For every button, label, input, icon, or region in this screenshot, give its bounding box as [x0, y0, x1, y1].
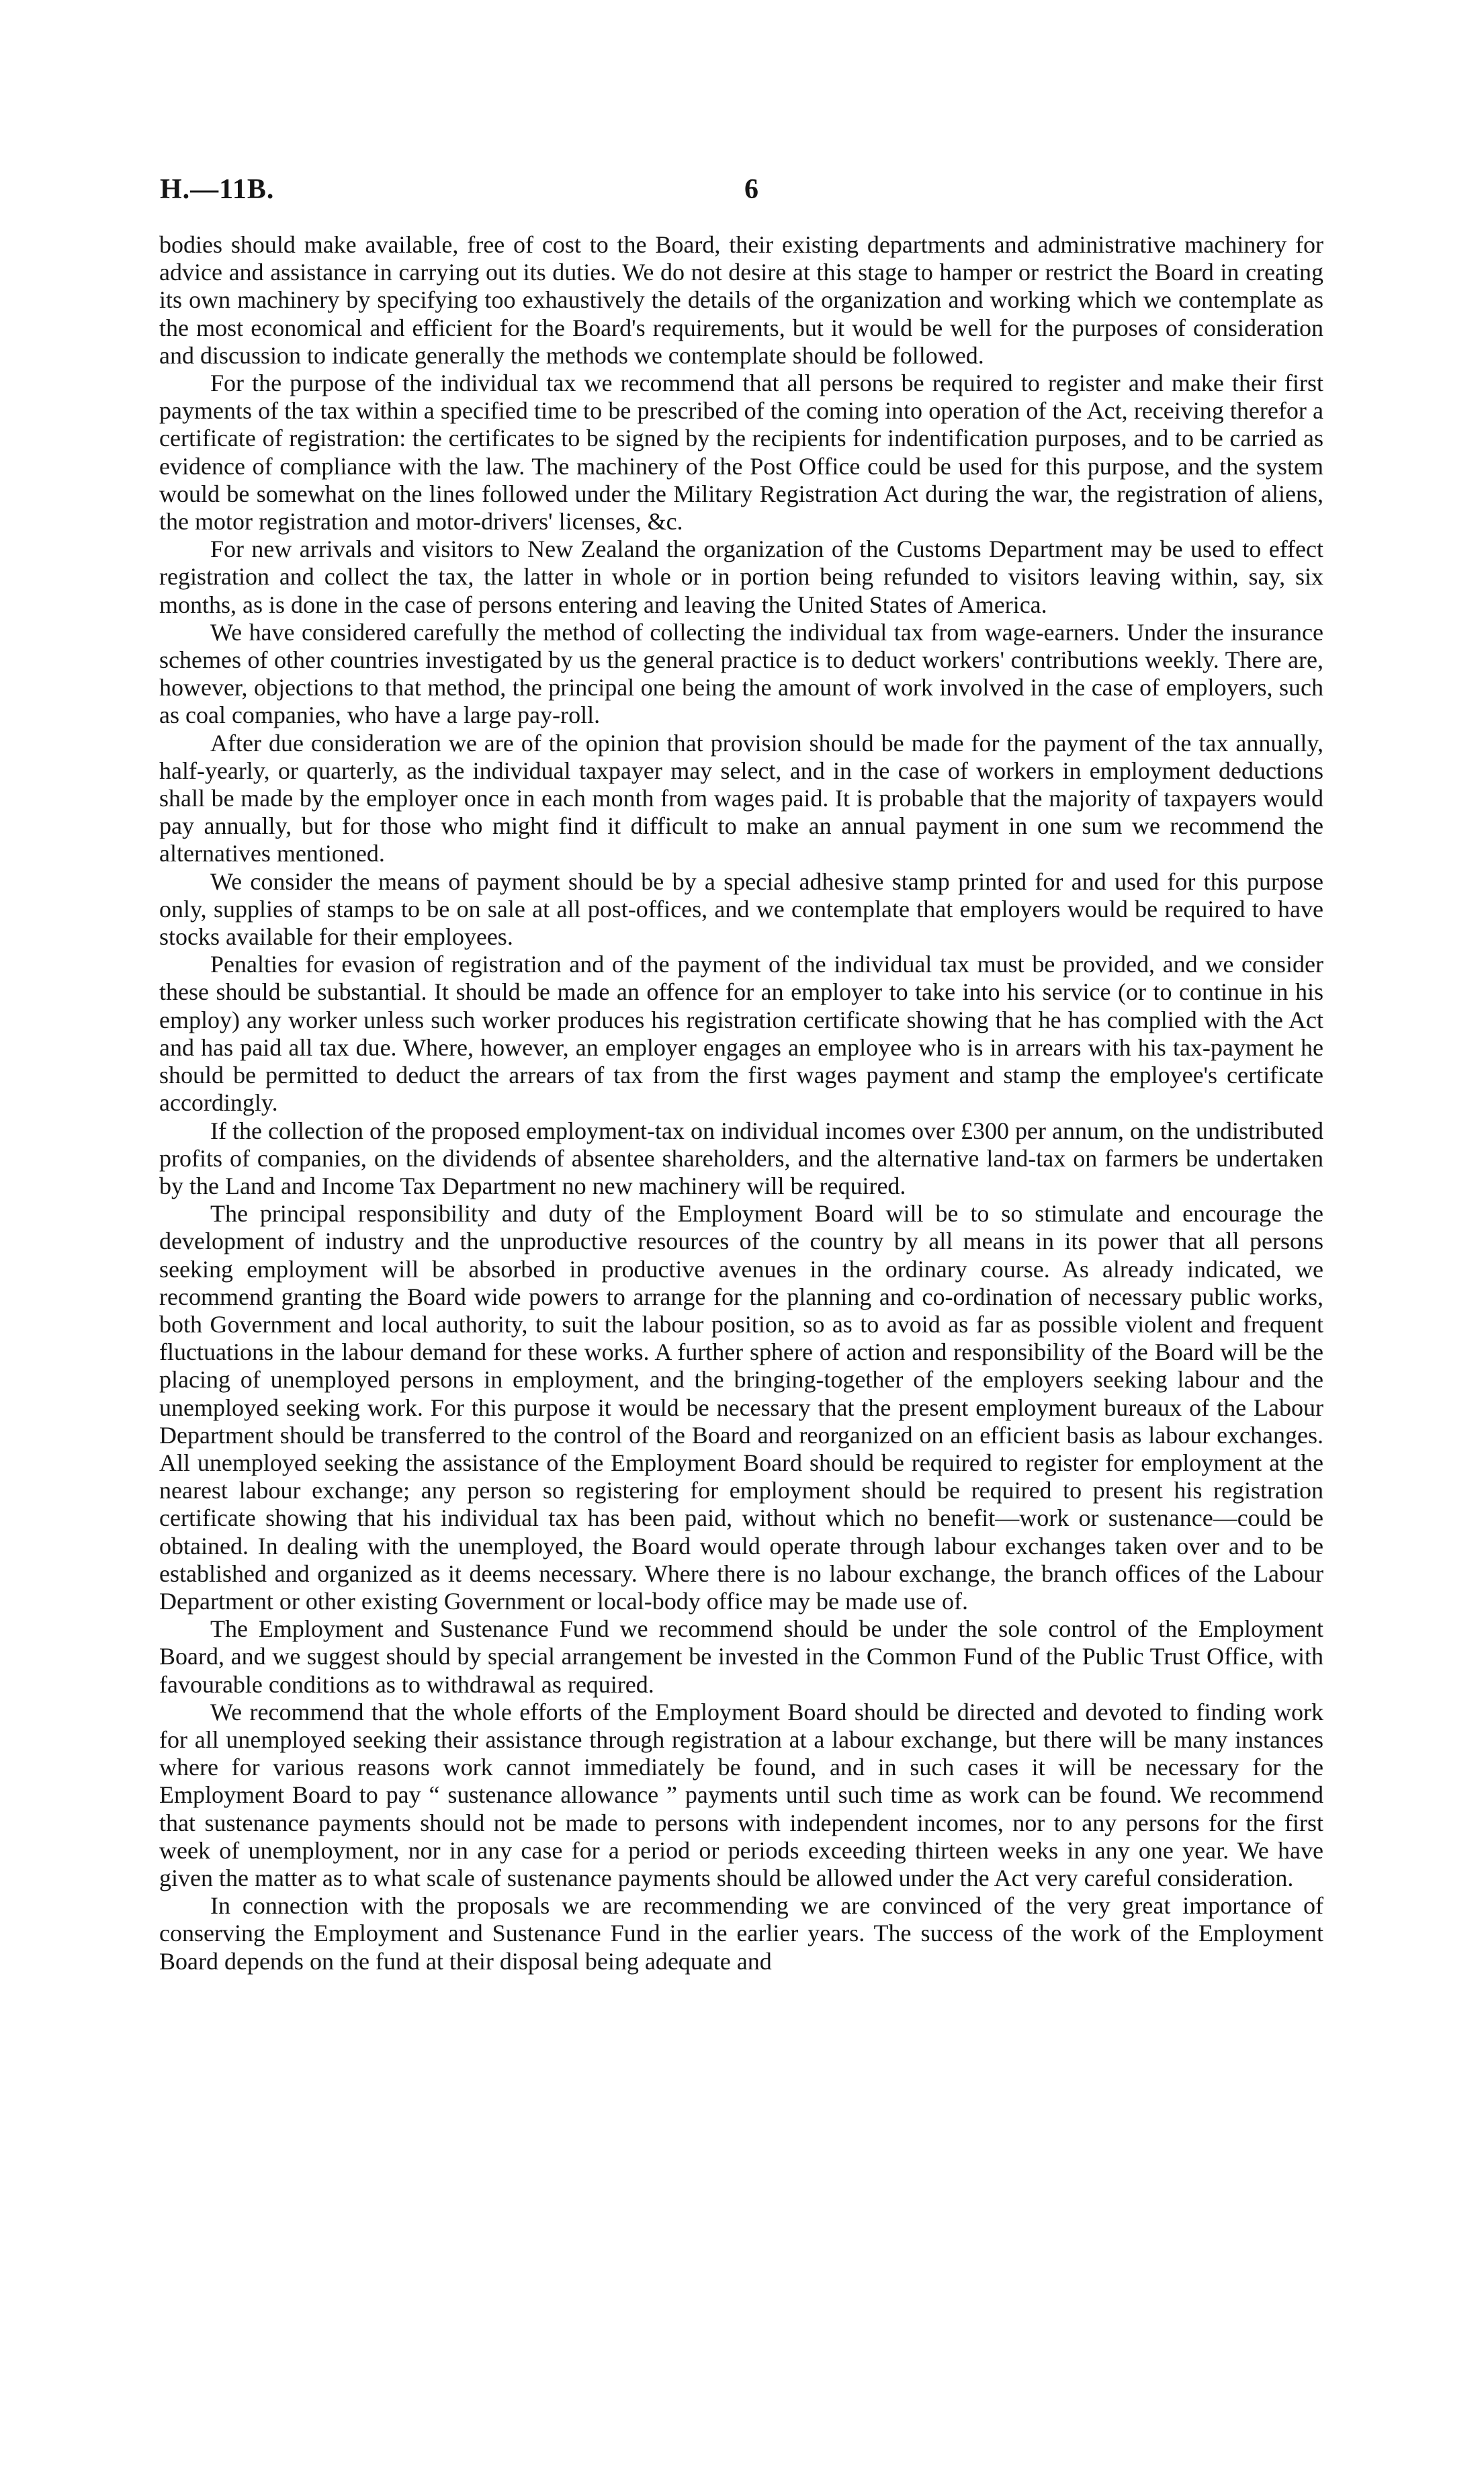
document-reference: H.—11B.	[160, 174, 275, 205]
paragraph-4: We have considered carefully the method of collecting the individual tax from wage-earners. Under the insurance schemes of other countries investigated by us the general practice is to deduct workers' contributions weekly. There are, however, objections to that method, the principal one being the amount of work involved in the case of employers, such as coal companies, who have a large pay-roll.	[159, 618, 1323, 729]
paragraph-9: The principal responsibility and duty of the Employment Board will be to so stimulate and encourage the development of industry and the unproductive resources of the country by all means in its power that all persons seeking employment will be absorbed in productive avenues in the ordinary course. As already indicated, we recommend granting the Board wide powers to arrange for the planning and co-ordination of necessary public works, both Government and local authority, to suit the labour position, so as to avoid as far as possible violent and frequent fluctuations in the labour demand for these works. A further sphere of action and responsibility of the Board will be the placing of unemployed persons in employment, and the bringing-together of the employers seeking labour and the unemployed seeking work. For this purpose it would be necessary that the present employment bureaux of the Labour Department should be transferred to the control of the Board and reorganized on an efficient basis as labour exchanges. All unemployed seeking the assistance of the Employment Board should be required to register for employment at the nearest labour exchange; any person so registering for employment should be required to present his registration certificate showing that his individual tax has been paid, without which no benefit—work or sustenance—could be obtained. In dealing with the unemployed, the Board would operate through labour exchanges taken over and to be established and organized as it deems necessary. Where there is no labour exchange, the branch offices of the Labour Department or other existing Government or local-body office may be made use of.	[159, 1200, 1323, 1615]
body-text	[159, 231, 1323, 1975]
paragraph-7: Penalties for evasion of registration and of the payment of the individual tax must be provided, and we consider these should be substantial. It should be made an offence for an employer to take into his service (or to continue in his employ) any worker unless such worker produces his registration certificate showing that he has complied with the Act and has paid all tax due. Where, however, an employer engages an employee who is in arrears with his tax-payment he should be permitted to deduct the arrears of tax from the first wages payment and stamp the employee's certificate accordingly.	[159, 951, 1323, 1117]
page-number: 6	[744, 174, 758, 205]
paragraph-11: We recommend that the whole efforts of the Employment Board should be directed and devoted to finding work for all unemployed seeking their assistance through registration at a labour exchange, but there will be many instances where for various reasons work cannot immediately be found, and in such cases it will be necessary for the Employment Board to pay “ sustenance allowance ” payments until such time as work can be found. We recommend that sustenance payments should not be made to persons with independent incomes, nor to any persons for the first week of unemployment, nor in any case for a period or periods exceeding thirteen weeks in any one year. We have given the matter as to what scale of sustenance payments should be allowed under the Act very careful consideration.	[159, 1698, 1323, 1891]
paragraph-2: For the purpose of the individual tax we recommend that all persons be required to register and make their first payments of the tax within a specified time to be prescribed of the coming into operation of the Act, receiving therefor a certificate of registration: the certificates to be signed by the recipients for indentification purposes, and to be carried as evidence of compliance with the law. The machinery of the Post Office could be used for this purpose, and the system would be somewhat on the lines followed under the Military Registration Act during the war, the registration of aliens, the motor registration and motor-drivers' licenses, &c.	[159, 370, 1323, 536]
paragraph-12: In connection with the proposals we are recommending we are convinced of the very great importance of conserving the Employment and Sustenance Fund in the earlier years. The success of the work of the Employment Board depends on the fund at their disposal being adequate and	[159, 1892, 1323, 1975]
page-header	[160, 173, 1329, 214]
paragraph-10: The Employment and Sustenance Fund we recommend should be under the sole control of the Employment Board, and we suggest should by special arrangement be invested in the Common Fund of the Public Trust Office, with favourable conditions as to withdrawal as required.	[159, 1615, 1323, 1698]
paragraph-1: bodies should make available, free of cost to the Board, their existing departments and administrative machinery for advice and assistance in carrying out its duties. We do not desire at this stage to hamper or restrict the Board in creating its own machinery by specifying too exhaustively the details of the organization and working which we contemplate as the most economical and efficient for the Board's requirements, but it would be well for the purposes of consideration and discussion to indicate generally the methods we contemplate should be followed.	[159, 231, 1323, 369]
paragraph-5: After due consideration we are of the opinion that provision should be made for the payment of the tax annually, half-yearly, or quarterly, as the individual taxpayer may select, and in the case of workers in employment deductions shall be made by the employer once in each month from wages paid. It is probable that the majority of taxpayers would pay annually, but for those who might find it difficult to make an annual payment in one sum we recommend the alternatives mentioned.	[159, 729, 1323, 867]
paragraph-8: If the collection of the proposed employment-tax on individual incomes over £300 per annum, on the undistributed profits of companies, on the dividends of absentee shareholders, and the alternative land-tax on farmers be undertaken by the Land and Income Tax Department no new machinery will be required.	[159, 1117, 1323, 1199]
paragraph-6: We consider the means of payment should be by a special adhesive stamp printed for and used for this purpose only, supplies of stamps to be on sale at all post-offices, and we contemplate that employers would be required to have stocks available for their employees.	[159, 867, 1323, 951]
paragraph-3: For new arrivals and visitors to New Zealand the organization of the Customs Department may be used to effect registration and collect the tax, the latter in whole or in portion being refunded to visitors leaving within, say, six months, as is done in the case of persons entering and leaving the United States of America.	[159, 536, 1323, 618]
